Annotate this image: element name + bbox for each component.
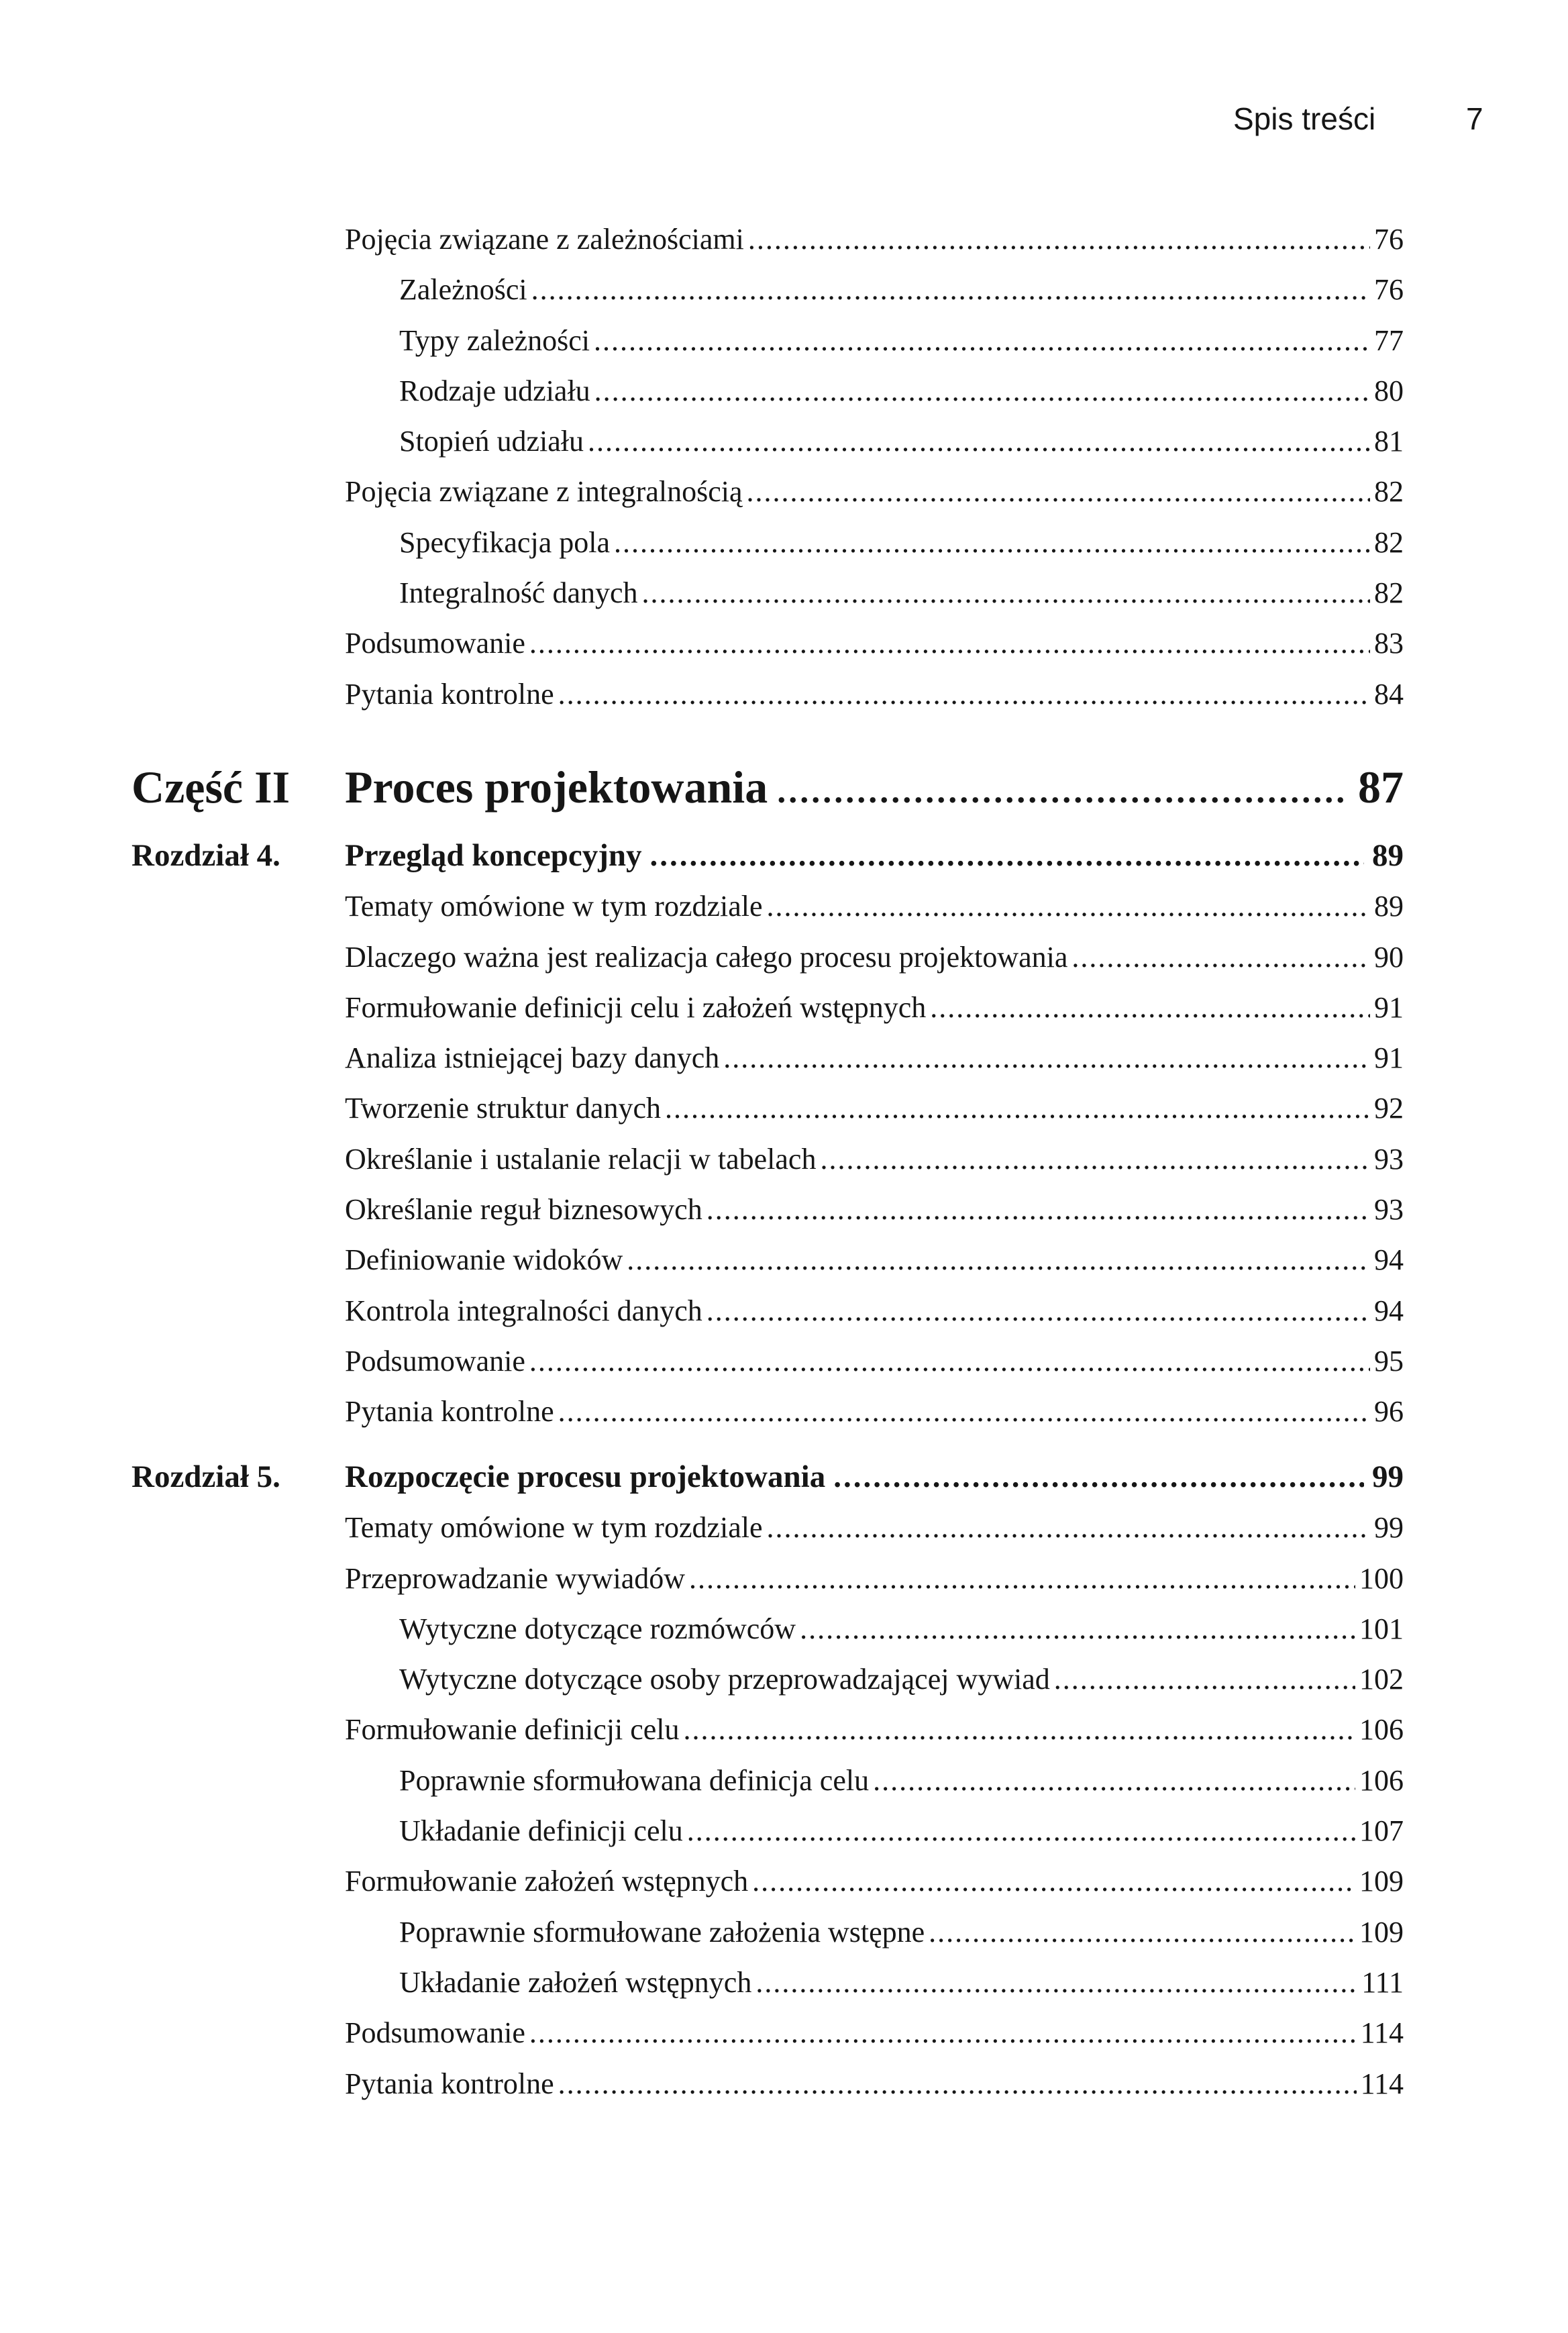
entry-title: Wytyczne dotyczące osoby przeprowadzającej wywiad: [399, 1663, 1050, 1696]
entry-title: Podsumowanie: [345, 627, 525, 660]
entry-title: Zależności: [399, 273, 527, 307]
page-number: 7: [1466, 101, 1483, 136]
toc-entry: [345, 2008, 1404, 2058]
entry-page: 91: [1374, 1041, 1404, 1075]
entry-title: Formułowanie założeń wstępnych: [345, 1865, 749, 1898]
entry-page: 91: [1374, 990, 1404, 1024]
entry-page: 109: [1359, 1865, 1404, 1898]
entry-title: Tworzenie struktur danych: [345, 1092, 661, 1125]
part-page: 87: [1358, 762, 1404, 813]
entry-page: 90: [1374, 940, 1404, 974]
dot-leader: [558, 1386, 1370, 1437]
toc-entry: [399, 1957, 1404, 2008]
toc-entry: [345, 1553, 1404, 1604]
running-header-title: Spis treści: [1233, 101, 1376, 136]
entry-title: Specyfikacja pola: [399, 525, 610, 559]
entry-title: Podsumowanie: [345, 1344, 525, 1378]
chapter-number: Rozdział 5.: [132, 1459, 280, 1494]
entry-page: 93: [1374, 1142, 1404, 1176]
entry-page: 83: [1374, 627, 1404, 660]
entry-title: Integralność danych: [399, 576, 638, 610]
dot-leader: [642, 568, 1370, 618]
dot-leader: [687, 1806, 1355, 1856]
toc-entry: [345, 1286, 1404, 1336]
chapter-page: 99: [1372, 1459, 1404, 1494]
dot-leader: [833, 1452, 1364, 1502]
dot-leader: [594, 315, 1370, 366]
dot-leader: [558, 2059, 1357, 2109]
toc-entry: [399, 1604, 1404, 1654]
dot-leader: [873, 1755, 1355, 1806]
part-title: Proces projektowania: [345, 762, 768, 813]
entry-title: Stopień udziału: [399, 425, 584, 458]
dot-leader: [558, 669, 1370, 719]
entry-page: 95: [1374, 1344, 1404, 1378]
entry-page: 81: [1374, 425, 1404, 458]
dot-leader: [755, 1957, 1357, 2008]
entry-title: Formułowanie definicji celu i założeń wstępnych: [345, 990, 927, 1024]
toc-entry: [345, 1083, 1404, 1133]
toc-entry: [345, 466, 1404, 517]
entry-page: 77: [1374, 323, 1404, 357]
entry-title: Formułowanie definicji celu: [345, 1713, 680, 1747]
entry-page: 76: [1374, 223, 1404, 256]
toc-part: [0, 750, 1568, 824]
entry-page: 114: [1360, 2067, 1404, 2100]
entry-title: Przeprowadzanie wywiadów: [345, 1561, 686, 1595]
dot-leader: [746, 466, 1370, 517]
entry-page: 99: [1374, 1511, 1404, 1545]
dot-leader: [748, 214, 1370, 264]
dot-leader: [800, 1604, 1355, 1654]
entry-title: Typy zależności: [399, 323, 590, 357]
dot-leader: [777, 755, 1349, 829]
chapter-heading: [132, 1452, 1404, 1502]
entry-title: Układanie definicji celu: [399, 1814, 683, 1848]
entry-title: Podsumowanie: [345, 2016, 525, 2050]
entry-title: Pytania kontrolne: [345, 2067, 554, 2100]
toc-entry: [399, 264, 1404, 315]
chapter-page: 89: [1372, 838, 1404, 873]
entry-page: 82: [1374, 576, 1404, 610]
toc-entry: [399, 1654, 1404, 1704]
toc-entry: [345, 1502, 1404, 1553]
entry-title: Pytania kontrolne: [345, 1395, 554, 1429]
entry-title: Określanie i ustalanie relacji w tabelach: [345, 1142, 817, 1176]
dot-leader: [820, 1134, 1370, 1184]
entry-title: Poprawnie sformułowane założenia wstępne: [399, 1915, 925, 1949]
dot-leader: [627, 1235, 1370, 1285]
entry-page: 106: [1359, 1713, 1404, 1747]
dot-leader: [529, 1336, 1370, 1386]
toc-entry: [345, 2059, 1404, 2109]
dot-leader: [588, 416, 1370, 466]
toc-entry: [345, 982, 1404, 1033]
entry-title: Tematy omówione w tym rozdziale: [345, 1511, 763, 1545]
entry-title: Układanie założeń wstępnych: [399, 1965, 752, 1999]
entry-title: Analiza istniejącej bazy danych: [345, 1041, 720, 1075]
toc-entry: [345, 618, 1404, 668]
dot-leader: [707, 1184, 1370, 1235]
dot-leader: [767, 881, 1370, 931]
entry-page: 100: [1359, 1561, 1404, 1595]
toc-block-1: [0, 214, 1568, 719]
entry-page: 101: [1359, 1612, 1404, 1645]
toc-entry: [345, 1134, 1404, 1184]
toc-entry: [345, 881, 1404, 931]
toc-entry: [345, 1704, 1404, 1755]
entry-page: 76: [1374, 273, 1404, 307]
entry-title: Tematy omówione w tym rozdziale: [345, 890, 763, 923]
entry-title: Dlaczego ważna jest realizacja całego procesu projektowania: [345, 940, 1068, 974]
toc-entry: [345, 214, 1404, 264]
entry-page: 94: [1374, 1294, 1404, 1327]
chapter-title: Przegląd koncepcyjny: [345, 838, 642, 873]
dot-leader: [594, 366, 1370, 416]
dot-leader: [689, 1553, 1355, 1604]
entry-page: 82: [1374, 525, 1404, 559]
entry-title: Wytyczne dotyczące rozmówców: [399, 1612, 796, 1645]
dot-leader: [929, 1907, 1355, 1957]
entry-page: 111: [1361, 1965, 1404, 1999]
toc-entry: [345, 1235, 1404, 1285]
entry-page: 96: [1374, 1395, 1404, 1429]
dot-leader: [650, 831, 1364, 881]
dot-leader: [767, 1502, 1370, 1553]
toc-entry: [345, 1184, 1404, 1235]
toc-chapter-4: [0, 831, 1568, 1437]
toc-entry: [399, 315, 1404, 366]
entry-title: Pojęcia związane z zależnościami: [345, 223, 744, 256]
entry-page: 80: [1374, 374, 1404, 407]
entry-title: Kontrola integralności danych: [345, 1294, 702, 1327]
dot-leader: [1072, 932, 1370, 982]
entry-page: 107: [1359, 1814, 1404, 1848]
entry-page: 84: [1374, 677, 1404, 711]
entry-page: 94: [1374, 1243, 1404, 1277]
entry-title: Pytania kontrolne: [345, 677, 554, 711]
dot-leader: [665, 1083, 1370, 1133]
entry-title: Definiowanie widoków: [345, 1243, 623, 1277]
toc-entry: [345, 1033, 1404, 1083]
toc-entry: [345, 1856, 1404, 1906]
toc-entry: [399, 416, 1404, 466]
part-heading: [132, 750, 1404, 824]
entry-page: 102: [1359, 1663, 1404, 1696]
toc-entry: [399, 1755, 1404, 1806]
entry-page: 82: [1374, 475, 1404, 509]
entry-page: 114: [1360, 2016, 1404, 2050]
dot-leader: [529, 2008, 1357, 2058]
toc-entry: [345, 669, 1404, 719]
dot-leader: [707, 1286, 1370, 1336]
toc-entry: [345, 1386, 1404, 1437]
toc-entry: [399, 517, 1404, 568]
dot-leader: [531, 264, 1370, 315]
entry-title: Określanie reguł biznesowych: [345, 1193, 702, 1227]
entry-title: Poprawnie sformułowana definicja celu: [399, 1763, 870, 1797]
chapter-title: Rozpoczęcie procesu projektowania: [345, 1459, 826, 1494]
toc-entry: [399, 568, 1404, 618]
toc-chapter-5: [0, 1452, 1568, 2109]
toc-entry: [399, 366, 1404, 416]
entry-page: 89: [1374, 890, 1404, 923]
toc-entry: [399, 1907, 1404, 1957]
toc-entry: [345, 932, 1404, 982]
chapter-heading: [132, 831, 1404, 881]
entry-page: 109: [1359, 1915, 1404, 1949]
toc-entry: [345, 1336, 1404, 1386]
entry-title: Pojęcia związane z integralnością: [345, 475, 743, 509]
entry-title: Rodzaje udziału: [399, 374, 590, 407]
entry-page: 92: [1374, 1092, 1404, 1125]
dot-leader: [930, 982, 1370, 1033]
chapter-number: Rozdział 4.: [132, 838, 280, 873]
dot-leader: [529, 618, 1370, 668]
entry-page: 106: [1359, 1763, 1404, 1797]
dot-leader: [752, 1856, 1355, 1906]
entry-page: 93: [1374, 1193, 1404, 1227]
dot-leader: [684, 1704, 1355, 1755]
dot-leader: [614, 517, 1370, 568]
dot-leader: [723, 1033, 1370, 1083]
part-number: Część II: [132, 762, 291, 813]
dot-leader: [1054, 1654, 1355, 1704]
toc-entry: [399, 1806, 1404, 1856]
